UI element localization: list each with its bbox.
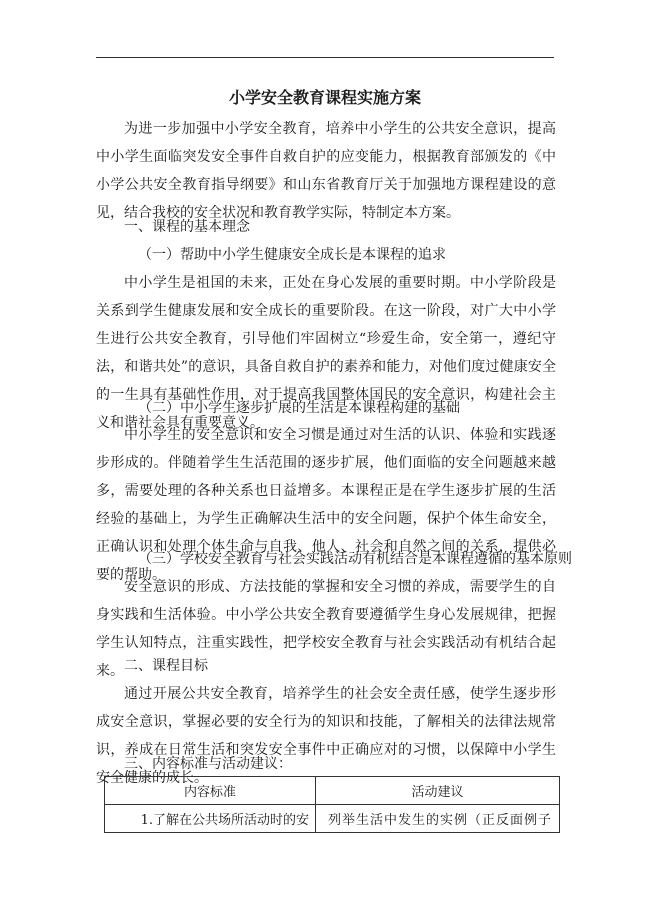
table-cell: 列举生活中发生的实例（正反面例子 [316, 805, 560, 833]
table-header-row [105, 777, 560, 805]
table-cell: 1.了解在公共场所活动时的安 [105, 805, 316, 833]
section2-heading: 二、课程目标 [124, 658, 208, 674]
header-rule [96, 57, 554, 58]
table-header-cell: 内容标准 [105, 777, 316, 805]
table-header-cell: 活动建议 [316, 777, 560, 805]
section1-paragraph-2: 中小学生的安全意识和安全习惯是通过对生活的认识、体验和实践逐步形成的。伴随着学生生活范围的逐步扩展，他们面临的安全问题越来越多，需要处理的各种关系也日益增多。本课程正是在学生逐步扩展的生活经验的基础上，为学生正确解决生活中的安全问题，保护个体生命安全，正确认识和处理个体生命与自我、他人、社会和自然之间的关系，提供必要的帮助。 [96, 427, 556, 583]
content-standards-table [104, 776, 560, 833]
section1-paragraph-3: 安全意识的形成、方法技能的掌握和安全习惯的养成，需要学生的自身实践和生活体验。中小学公共安全教育要遵循学生身心发展规律，把握学生认知特点，注重实践性，把学校安全教育与社会实践活动有机结合起来。 [96, 579, 556, 679]
section1-subheading-3: （三）学校安全教育与社会实践活动有机结合是本课程遵循的基本原则 [138, 551, 572, 567]
section1-subheading-2: （二）中小学生逐步扩展的生活是本课程构建的基础 [138, 400, 460, 416]
section1-heading: 一、课程的基本理念 [124, 219, 250, 235]
intro-paragraph: 为进一步加强中小学安全教育，培养中小学生的公共安全意识，提高中小学生面临突发安全事件自救自护的应变能力，根据教育部颁发的《中小学公共安全教育指导纲要》和山东省教育厅关于加强地方课程建设的意见，结合我校的安全状况和教育教学实际，特制定本方案。 [96, 121, 556, 221]
document-title: 小学安全教育课程实施方案 [228, 88, 421, 107]
section3-heading: 三、内容标准与活动建议： [124, 756, 292, 772]
section2-paragraph: 通过开展公共安全教育，培养学生的社会安全责任感，使学生逐步形成安全意识，掌握必要的安全行为的知识和技能，了解相关的法律法规常识，养成在日常生活和突发安全事件中正确应对的习惯，以保障中小学生安全健康的成长。 [96, 686, 556, 786]
section1-paragraph-1: 中小学生是祖国的未来，正处在身心发展的重要时期。中小学阶段是关系到学生健康发展和安全成长的重要阶段。在这一阶段，对广大中小学生进行公共安全教育，引导他们牢固树立“珍爱生命，安全第一，遵纪守法，和谐共处”的意识，具备自救自护的素养和能力，对他们度过健康安全的一生具有基础性作用，对于提高我国整体国民的安全意识，构建社会主义和谐社会具有重要意义。 [96, 275, 556, 431]
section1-subheading-1: （一）帮助中小学生健康安全成长是本课程的追求 [138, 247, 446, 263]
table-row [105, 805, 560, 833]
